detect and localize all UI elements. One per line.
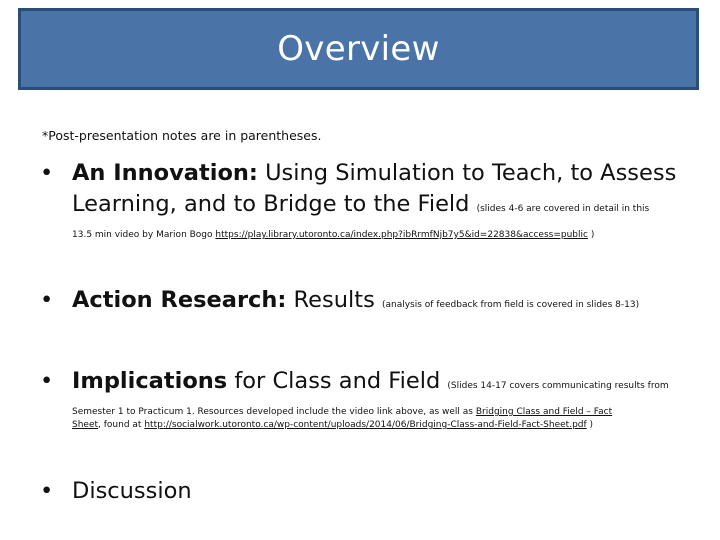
bullet-innovation-note: (slides 4-6 are covered in detail in this [476, 204, 650, 214]
video-link[interactable]: https://play.library.utoronto.ca/index.php?ibRrmfNjb7y5&id=22838&access=public [215, 230, 588, 240]
bullet-implications-note: (Slides 14-17 covers communicating results from [447, 381, 669, 391]
fact-sheet-url-link[interactable]: http://socialwork.utoronto.ca/wp-content/uploads/2014/06/Bridging-Class-and-Field-Fact-Sheet.pdf [144, 420, 587, 430]
bullet-action-text: Results [286, 287, 375, 313]
bullet-dot: • [40, 287, 54, 313]
bullet-innovation-sub-tail: ) [590, 230, 595, 240]
fact-sheet-link-cont[interactable]: Sheet [72, 420, 99, 430]
bullet-implications-text: for Class and Field [227, 368, 441, 394]
bullet-innovation-strong: An Innovation: [72, 160, 258, 186]
bullet-implications-strong: Implications [72, 368, 228, 394]
fact-sheet-link[interactable]: Bridging Class and Field – Fact [475, 407, 613, 417]
bullet-innovation-line1: Using Simulation to Teach, to Assess [257, 160, 677, 186]
bullet-innovation-line2: Learning, and to Bridge to the Field [72, 191, 470, 217]
bullet-implications-sub-tail: ) [589, 420, 594, 430]
slide-title: Overview [277, 29, 440, 69]
bullet-dot: • [40, 160, 54, 186]
bullet-dot: • [40, 368, 54, 394]
bullet-discussion-text: Discussion [72, 478, 192, 504]
bullet-implications-sub-text2: , found at [98, 420, 142, 430]
title-bar [18, 8, 699, 90]
bullet-action-note: (analysis of feedback from field is covered in slides 8-13) [381, 300, 640, 310]
bullet-implications-sub-text1: Semester 1 to Practicum 1. Resources developed include the video link above, as well as [72, 407, 473, 417]
slide-note: *Post-presentation notes are in parentheses. [42, 128, 322, 143]
bullet-action-strong: Action Research: [72, 287, 287, 313]
bullet-innovation-sub-text: 13.5 min video by Marion Bogo [72, 230, 213, 240]
bullet-dot: • [40, 478, 54, 504]
